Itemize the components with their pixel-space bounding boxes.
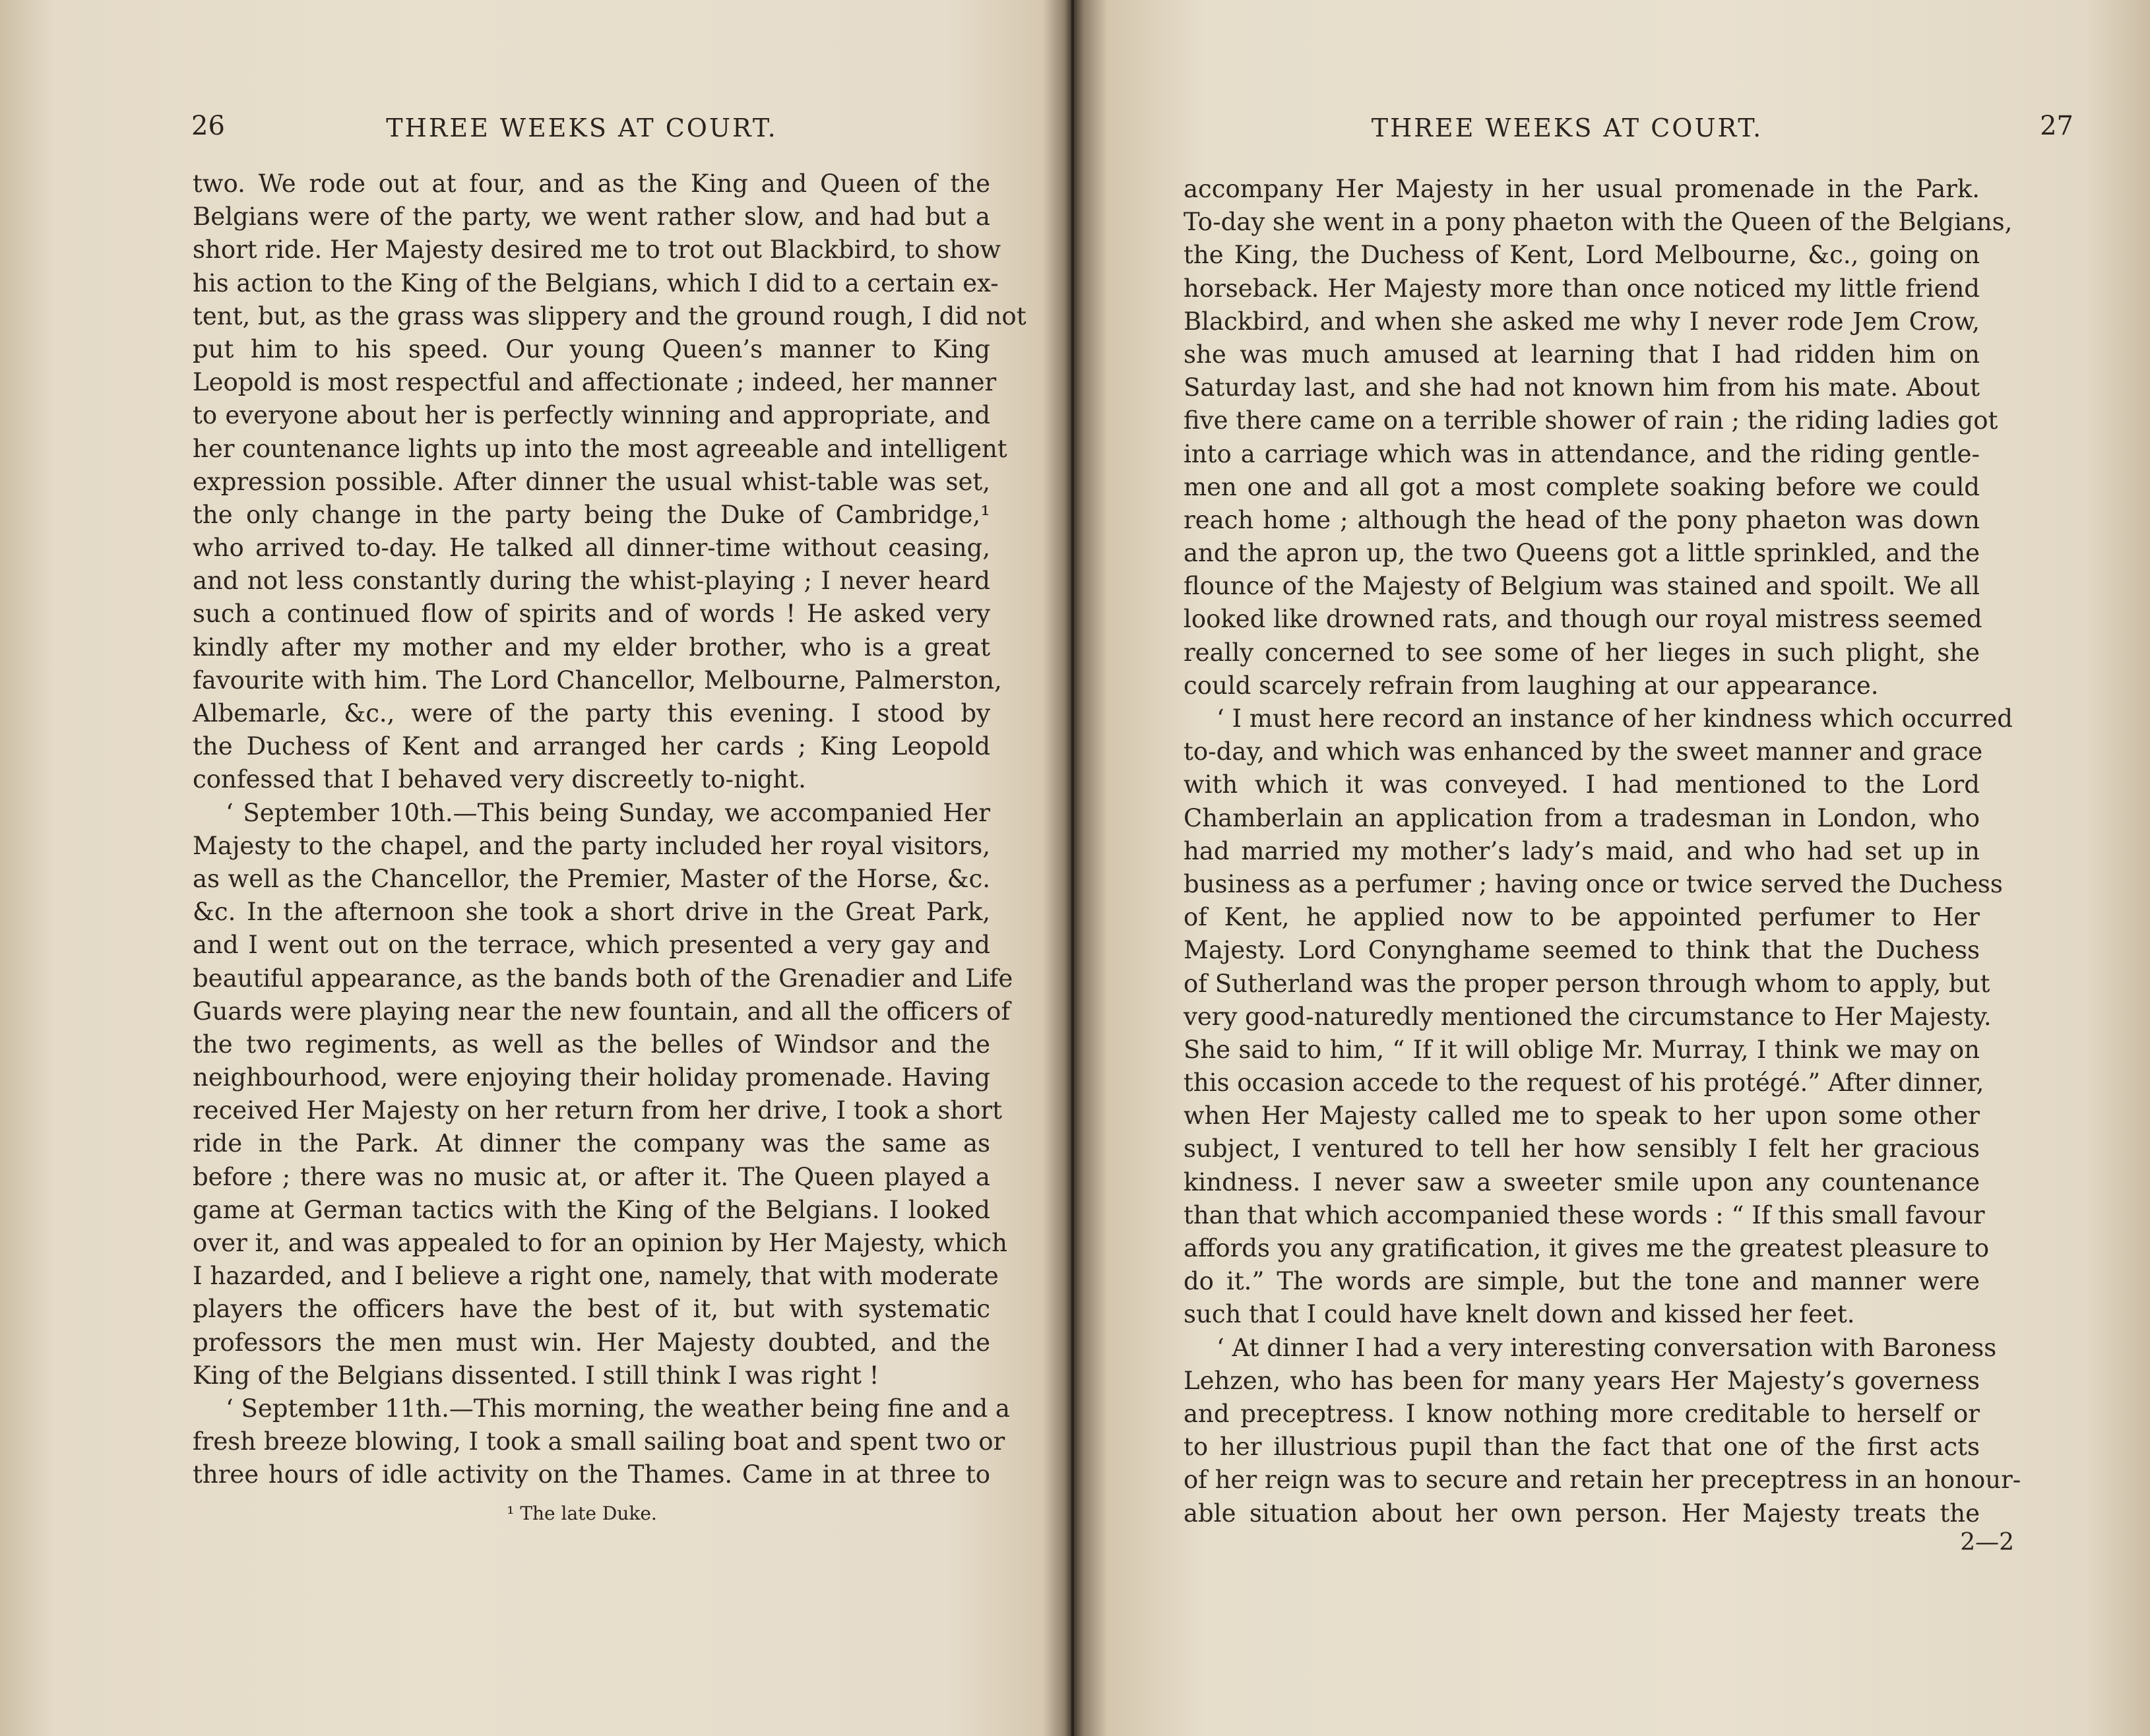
text-line: she was much amused at learning that I had ridden him on — [1184, 340, 1980, 369]
text-line: neighbourhood, were enjoying their holiday promenade. Having — [193, 1063, 990, 1092]
text-line: the King, the Duchess of Kent, Lord Melbourne, &c., going on — [1184, 241, 1980, 270]
text-line: kindness. I never saw a sweeter smile upon any countenance — [1184, 1167, 1980, 1196]
text-line: ‘ I must here record an instance of her kindness which occurred — [1217, 704, 2013, 733]
text-line: the Duchess of Kent and arranged her cards ; King Leopold — [193, 732, 990, 761]
text-line: business as a perfumer ; having once or twice served the Duchess — [1184, 869, 2003, 898]
left-body-text — [193, 168, 1027, 1492]
text-line: Saturday last, and she had not known him from his mate. About — [1184, 373, 1980, 402]
text-line: expression possible. After dinner the usual whist-table was set, — [193, 467, 990, 496]
text-line: short ride. Her Majesty desired me to trot out Blackbird, to show — [193, 235, 1001, 264]
text-line: King of the Belgians dissented. I still think I was right ! — [193, 1361, 879, 1390]
text-line: than that which accompanied these words : “ If this small favour — [1184, 1200, 1985, 1229]
text-line: five there came on a terrible shower of rain ; the riding ladies got — [1184, 406, 1998, 435]
text-line: tent, but, as the grass was slippery and the ground rough, I did not — [193, 301, 1027, 330]
text-line: into a carriage which was in attendance, and the riding gentle- — [1184, 439, 1980, 468]
text-line: could scarcely refrain from laughing at our appearance. — [1184, 671, 1879, 700]
text-line: had married my mother’s lady’s maid, and who had set up in — [1184, 836, 1980, 865]
text-line: this occasion accede to the request of his protégé.” After dinner, — [1184, 1069, 1984, 1098]
right-running-head — [1074, 107, 2150, 146]
text-line: &c. In the afternoon she took a short drive in the Great Park, — [193, 898, 990, 927]
text-line: fresh breeze blowing, I took a small sailing boat and spent two or — [193, 1427, 1005, 1456]
text-line: Guards were playing near the new fountain, and all the officers of — [193, 997, 1011, 1026]
text-line: and the apron up, the two Queens got a little sprinkled, and the — [1184, 539, 1980, 568]
text-line: two. We rode out at four, and as the King and Queen of the — [193, 170, 990, 198]
text-line: before ; there was no music at, or after it. The Queen played a — [193, 1162, 990, 1191]
text-line: very good-naturedly mentioned the circumstance to Her Majesty. — [1184, 1002, 1992, 1031]
text-line: accompany Her Majesty in her usual promenade in the Park. — [1184, 175, 1980, 203]
left-running-head — [0, 107, 1071, 146]
text-line: put him to his speed. Our young Queen’s manner to King — [193, 334, 990, 363]
text-line: Lehzen, who has been for many years Her Majesty’s governess — [1184, 1366, 1980, 1395]
text-line: subject, I ventured to tell her how sensibly I felt her gracious — [1184, 1134, 1980, 1163]
text-line: really concerned to see some of her lieges in such plight, she — [1184, 638, 1980, 667]
text-line: able situation about her own person. Her Majesty treats the — [1184, 1499, 1980, 1528]
text-line: She said to him, “ If it will oblige Mr. Murray, I think we may on — [1184, 1035, 1980, 1064]
text-line: flounce of the Majesty of Belgium was stained and spoilt. We all — [1184, 572, 1980, 601]
left-page — [0, 0, 1071, 1736]
text-line: his action to the King of the Belgians, which I did to a certain ex- — [193, 268, 999, 297]
right-body-text — [1184, 173, 2021, 1530]
text-line: professors the men must win. Her Majesty doubted, and the — [193, 1328, 990, 1357]
right-page — [1074, 0, 2150, 1736]
text-line: to her illustrious pupil than the fact that one of the first acts — [1184, 1433, 1980, 1462]
text-line: and preceptress. I know nothing more creditable to herself or — [1184, 1399, 1980, 1428]
text-line: men one and all got a most complete soaking before we could — [1184, 472, 1980, 501]
text-line: of Sutherland was the proper person through whom to apply, but — [1184, 969, 1990, 998]
text-line: such a continued flow of spirits and of words ! He asked very — [193, 600, 990, 629]
text-line: the only change in the party being the Duke of Cambridge,¹ — [193, 500, 990, 529]
text-line: as well as the Chancellor, the Premier, Master of the Horse, &c. — [193, 864, 990, 893]
text-line: reach home ; although the head of the pony phaeton was down — [1184, 505, 1980, 534]
text-line: of Kent, he applied now to be appointed perfumer to Her — [1184, 903, 1980, 932]
text-line: when Her Majesty called me to speak to her upon some other — [1184, 1101, 1980, 1131]
text-line: favourite with him. The Lord Chancellor, Melbourne, Palmerston, — [193, 666, 1002, 695]
text-line: do it.” The words are simple, but the tone and manner were — [1184, 1267, 1980, 1296]
text-line: kindly after my mother and my elder brother, who is a great — [193, 633, 990, 662]
text-line: Belgians were of the party, we went rather slow, and had but a — [193, 202, 990, 232]
text-line: Leopold is most respectful and affectionate ; indeed, her manner — [193, 368, 997, 397]
text-line: and not less constantly during the whist-playing ; I never heard — [193, 567, 990, 596]
text-line: of her reign was to secure and retain her preceptress in an honour- — [1184, 1466, 2021, 1495]
text-line: her countenance lights up into the most agreeable and intelligent — [193, 434, 1007, 463]
text-line: Blackbird, and when she asked me why I never rode Jem Crow, — [1184, 307, 1980, 336]
text-line: Chamberlain an application from a tradesman in London, who — [1184, 803, 1980, 832]
text-line: Majesty. Lord Conynghame seemed to think that the Duchess — [1184, 936, 1980, 965]
text-line: Albemarle, &c., were of the party this evening. I stood by — [193, 699, 990, 728]
text-line: beautiful appearance, as the bands both of the Grenadier and Life — [193, 964, 1013, 993]
text-line: Majesty to the chapel, and the party included her royal visitors, — [193, 831, 990, 860]
text-line: ‘ September 11th.—This morning, the weather being fine and a — [226, 1394, 1010, 1423]
text-line: received Her Majesty on her return from her drive, I took a short — [193, 1096, 1002, 1125]
text-line: confessed that I behaved very discreetly to-night. — [193, 765, 806, 794]
text-line: game at German tactics with the King of the Belgians. I looked — [193, 1195, 990, 1224]
text-line: ‘ September 10th.—This being Sunday, we accompanied Her — [226, 798, 990, 827]
text-line: to-day, and which was enhanced by the sweet manner and grace — [1184, 737, 1983, 766]
text-line: To-day she went in a pony phaeton with the Queen of the Belgians, — [1184, 208, 2013, 237]
text-line: and I went out on the terrace, which presented a very gay and — [193, 931, 990, 960]
text-line: such that I could have knelt down and kissed her feet. — [1184, 1300, 1855, 1329]
right-page-number: 27 — [2040, 111, 2073, 141]
text-line: horseback. Her Majesty more than once noticed my little friend — [1184, 274, 1980, 303]
signature-mark: 2—2 — [1960, 1529, 2014, 1556]
text-line: ride in the Park. At dinner the company was the same as — [193, 1129, 990, 1158]
text-line: to everyone about her is perfectly winning and appropriate, and — [193, 401, 990, 430]
left-page-number: 26 — [191, 111, 225, 141]
text-line: with which it was conveyed. I had mentioned to the Lord — [1184, 770, 1980, 799]
left-running-title: THREE WEEKS AT COURT. — [386, 113, 778, 142]
right-running-title: THREE WEEKS AT COURT. — [1371, 113, 1763, 142]
text-line: the two regiments, as well as the belles of Windsor and the — [193, 1030, 990, 1059]
text-line: I hazarded, and I believe a right one, namely, that with moderate — [193, 1262, 999, 1291]
text-line: looked like drowned rats, and though our royal mistress seemed — [1184, 605, 1982, 634]
text-line: who arrived to-day. He talked all dinner-time without ceasing, — [193, 534, 990, 563]
text-line: three hours of idle activity on the Thames. Came in at three to — [193, 1460, 990, 1489]
text-line: players the officers have the best of it, but with systematic — [193, 1295, 990, 1324]
text-line: affords you any gratification, it gives me the greatest pleasure to — [1184, 1234, 1990, 1262]
text-line: ‘ At dinner I had a very interesting conversation with Baroness — [1217, 1333, 1997, 1362]
text-line: over it, and was appealed to for an opinion by Her Majesty, which — [193, 1229, 1007, 1257]
footnote: ¹ The late Duke. — [507, 1503, 657, 1524]
